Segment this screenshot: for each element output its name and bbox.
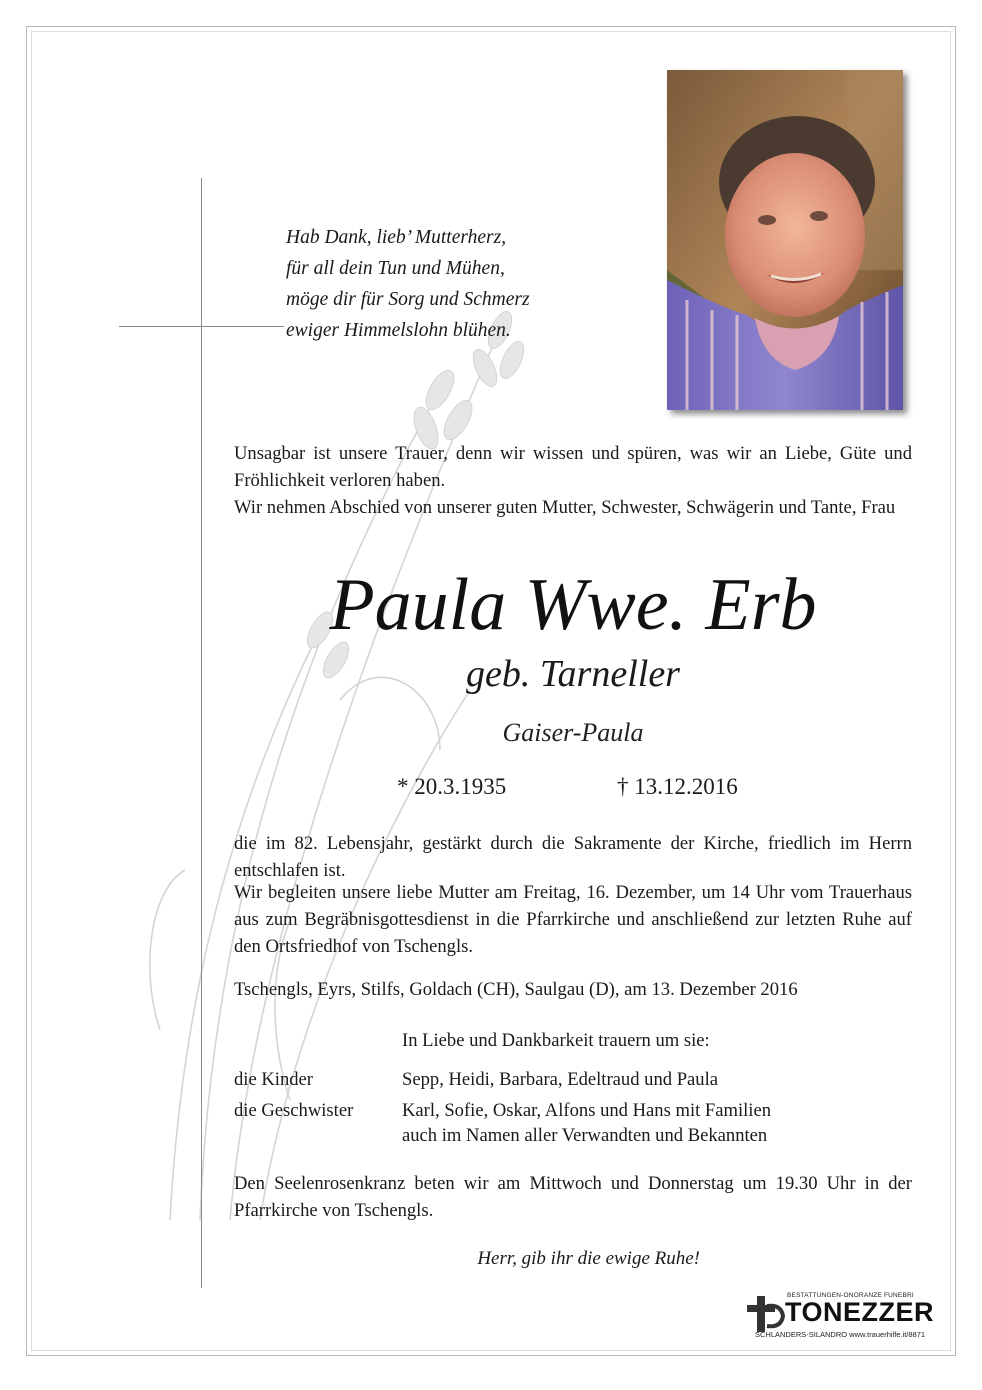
children-label: die Kinder xyxy=(234,1069,313,1090)
place-date: Tschengls, Eyrs, Stilfs, Goldach (CH), Saulgau (D), am 13. Dezember 2016 xyxy=(234,979,798,1000)
intro-line: Wir nehmen Abschied von unserer guten Mutter, Schwester, Schwägerin und Tante, Frau xyxy=(234,497,896,518)
funeral-text: Wir begleiten unsere liebe Mutter am Freitag, 16. Dezember, um 14 Uhr vom Trauerhaus aus zum Begräbnisgottesdienst in die Pfarrkirche und anschließend zur letzten Ruhe auf den Ortsfriedhof von Tschengls. xyxy=(234,882,912,957)
funeral-home-logo xyxy=(745,1292,940,1347)
cross-vertical-line xyxy=(201,178,202,1288)
intro-text xyxy=(234,440,912,521)
children-names: Sepp, Heidi, Barbara, Edeltraud und Paula xyxy=(402,1069,719,1090)
death-date: † 13.12.2016 xyxy=(617,774,738,799)
intro-line: Unsagbar ist unsere Trauer, denn wir wissen und spüren, was wir an Liebe, Güte und Fröhlichkeit verloren haben. xyxy=(234,443,912,491)
siblings-label: die Geschwister xyxy=(234,1100,354,1121)
logo-cross-icon xyxy=(745,1296,785,1332)
maiden-name: geb. Tarneller xyxy=(466,653,680,695)
poem-line: möge dir für Sorg und Schmerz xyxy=(286,289,530,310)
rosary-text: Den Seelenrosenkranz beten wir am Mittwoch und Donnerstag um 19.30 Uhr in der Pfarrkirche von Tschengls. xyxy=(234,1173,912,1221)
portrait-photo xyxy=(667,70,903,410)
poem-line: für all dein Tun und Mühen, xyxy=(286,258,505,279)
poem xyxy=(286,222,616,346)
portrait-image-icon xyxy=(667,70,903,410)
mourners-intro: In Liebe und Dankbarkeit trauern um sie: xyxy=(402,1030,710,1051)
logo-name: TONEZZER xyxy=(785,1297,935,1327)
logo-footer: SCHLANDERS-SILANDRO www.trauerhilfe.it/8871 xyxy=(755,1330,926,1339)
siblings-names: Karl, Sofie, Oskar, Alfons und Hans mit Familien xyxy=(402,1100,772,1121)
birth-date: * 20.3.1935 xyxy=(397,774,507,799)
deceased-name: Paula Wwe. Erb xyxy=(329,564,817,646)
death-text: die im 82. Lebensjahr, gestärkt durch die Sakramente der Kirche, friedlich im Herrn entschlafen ist. xyxy=(234,833,912,881)
closing-prayer: Herr, gib ihr die ewige Ruhe! xyxy=(477,1248,700,1269)
cross-horizontal-line xyxy=(119,326,284,327)
poem-line: ewiger Himmelslohn blühen. xyxy=(286,320,511,341)
relatives-note: auch im Namen aller Verwandten und Bekannten xyxy=(402,1125,768,1146)
nickname: Gaiser-Paula xyxy=(502,718,644,747)
logo-tagline: BESTATTUNGEN-ONORANZE FUNEBRI xyxy=(787,1292,914,1299)
poem-line: Hab Dank, lieb’ Mutterherz, xyxy=(286,227,507,248)
